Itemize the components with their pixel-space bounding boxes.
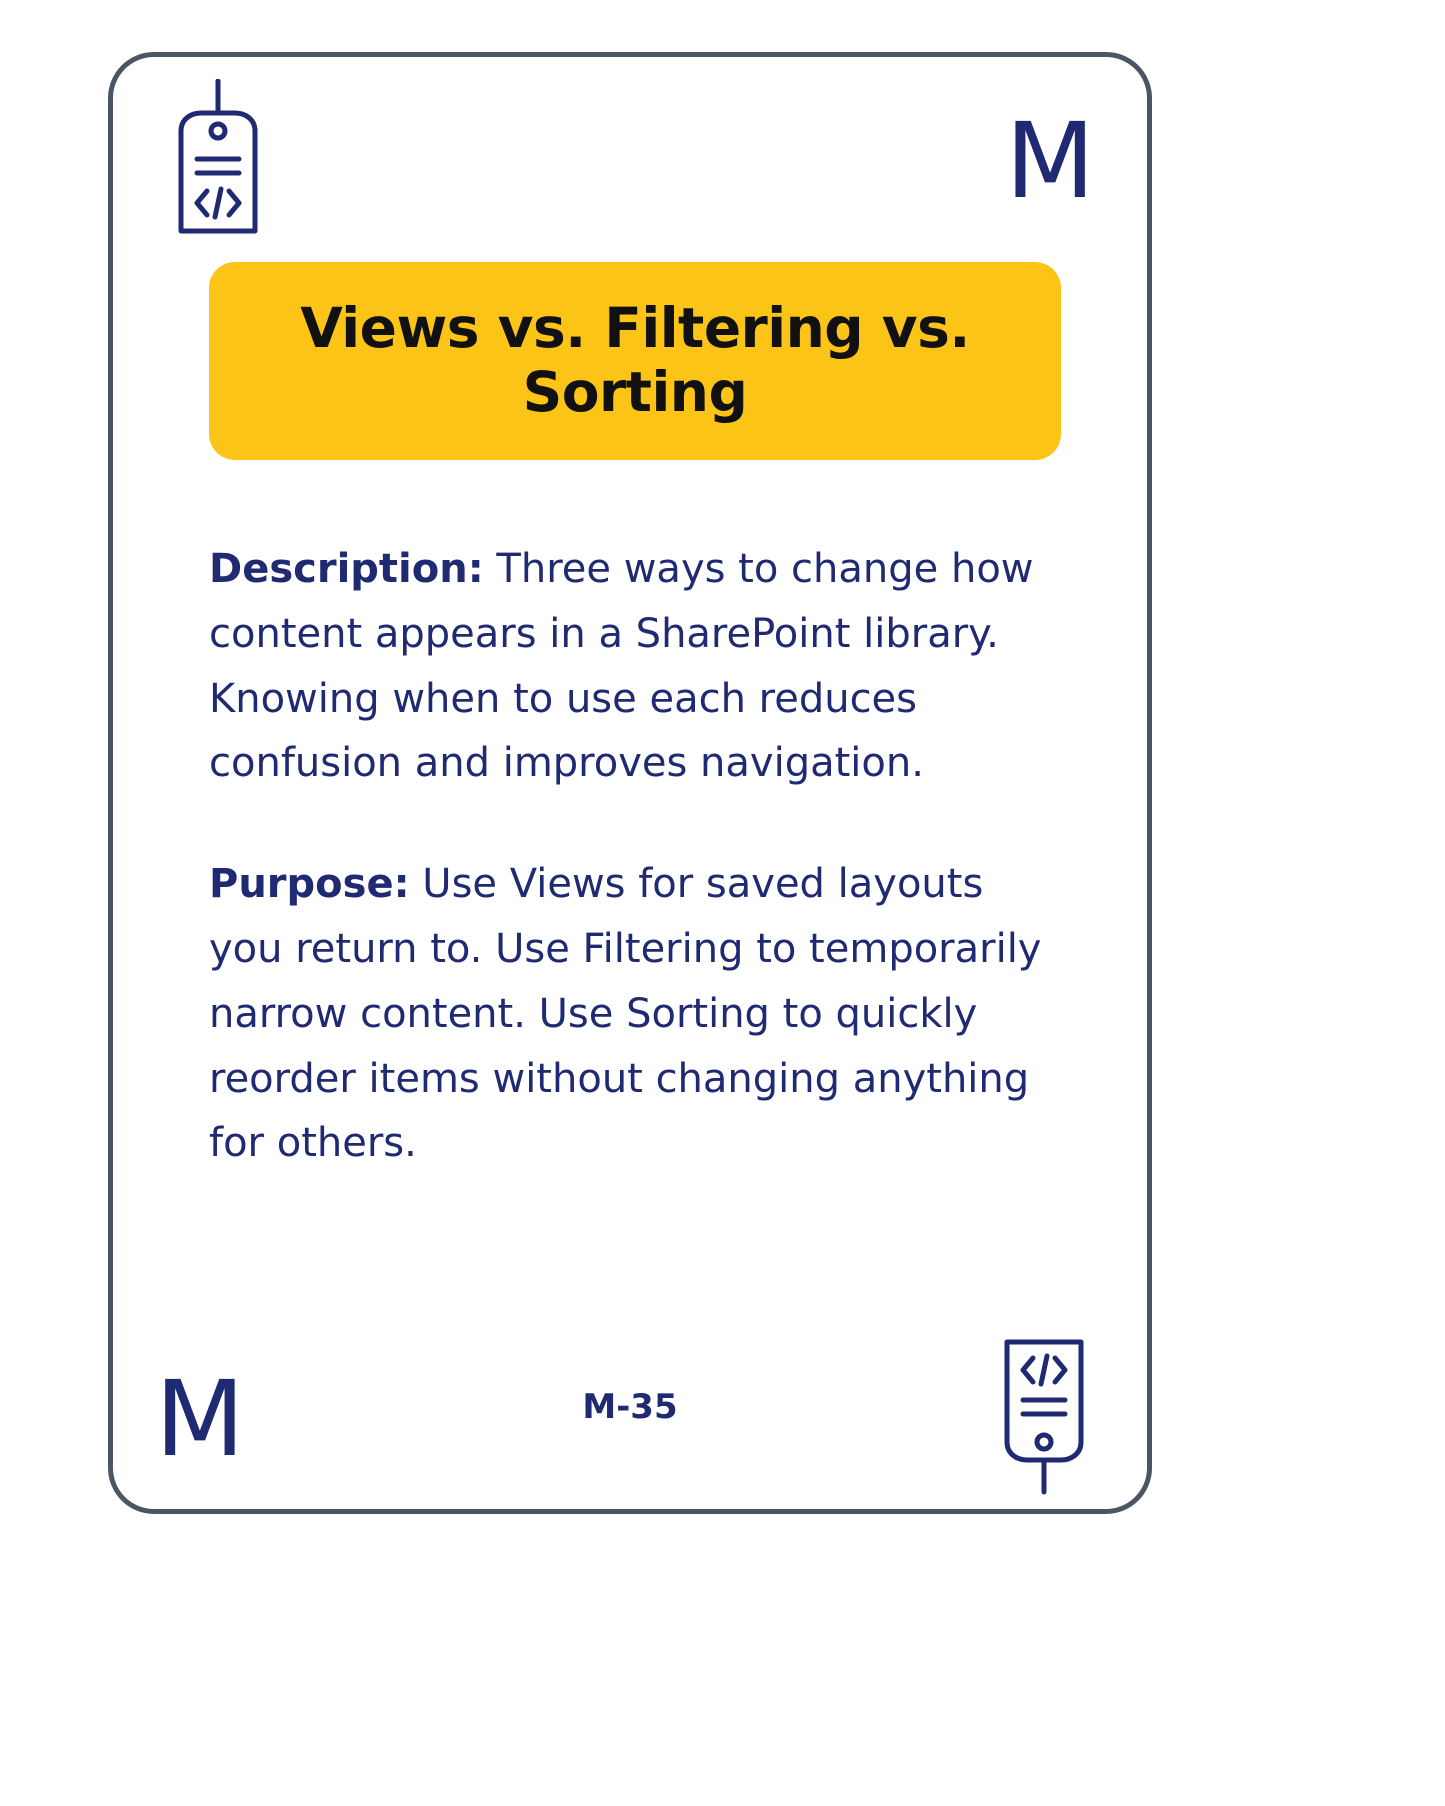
- code-tag-icon: [163, 79, 273, 249]
- description-text: Three ways to change how content appears in a SharePoint library. Knowing when to use each reduces confusion and improves navigation.: [209, 546, 1034, 787]
- corner-letter-top: M: [1005, 100, 1095, 222]
- code-tag-icon: [989, 1319, 1099, 1499]
- card-body: [209, 537, 1069, 1176]
- purpose-paragraph: [209, 852, 1069, 1176]
- page-title: Views vs. Filtering vs. Sorting: [300, 296, 970, 424]
- title-banner: [209, 262, 1061, 460]
- card-code: M-35: [582, 1387, 678, 1427]
- purpose-text: Use Views for saved layouts you return to. Use Filtering to temporarily narrow content. Use Sorting to quickly reorder items without changing anything for others.: [209, 861, 1042, 1167]
- info-card: [108, 52, 1152, 1514]
- purpose-label: Purpose:: [209, 861, 410, 908]
- corner-letter-bottom: M: [155, 1358, 245, 1480]
- description-label: Description:: [209, 546, 484, 592]
- description-paragraph: [209, 537, 1069, 796]
